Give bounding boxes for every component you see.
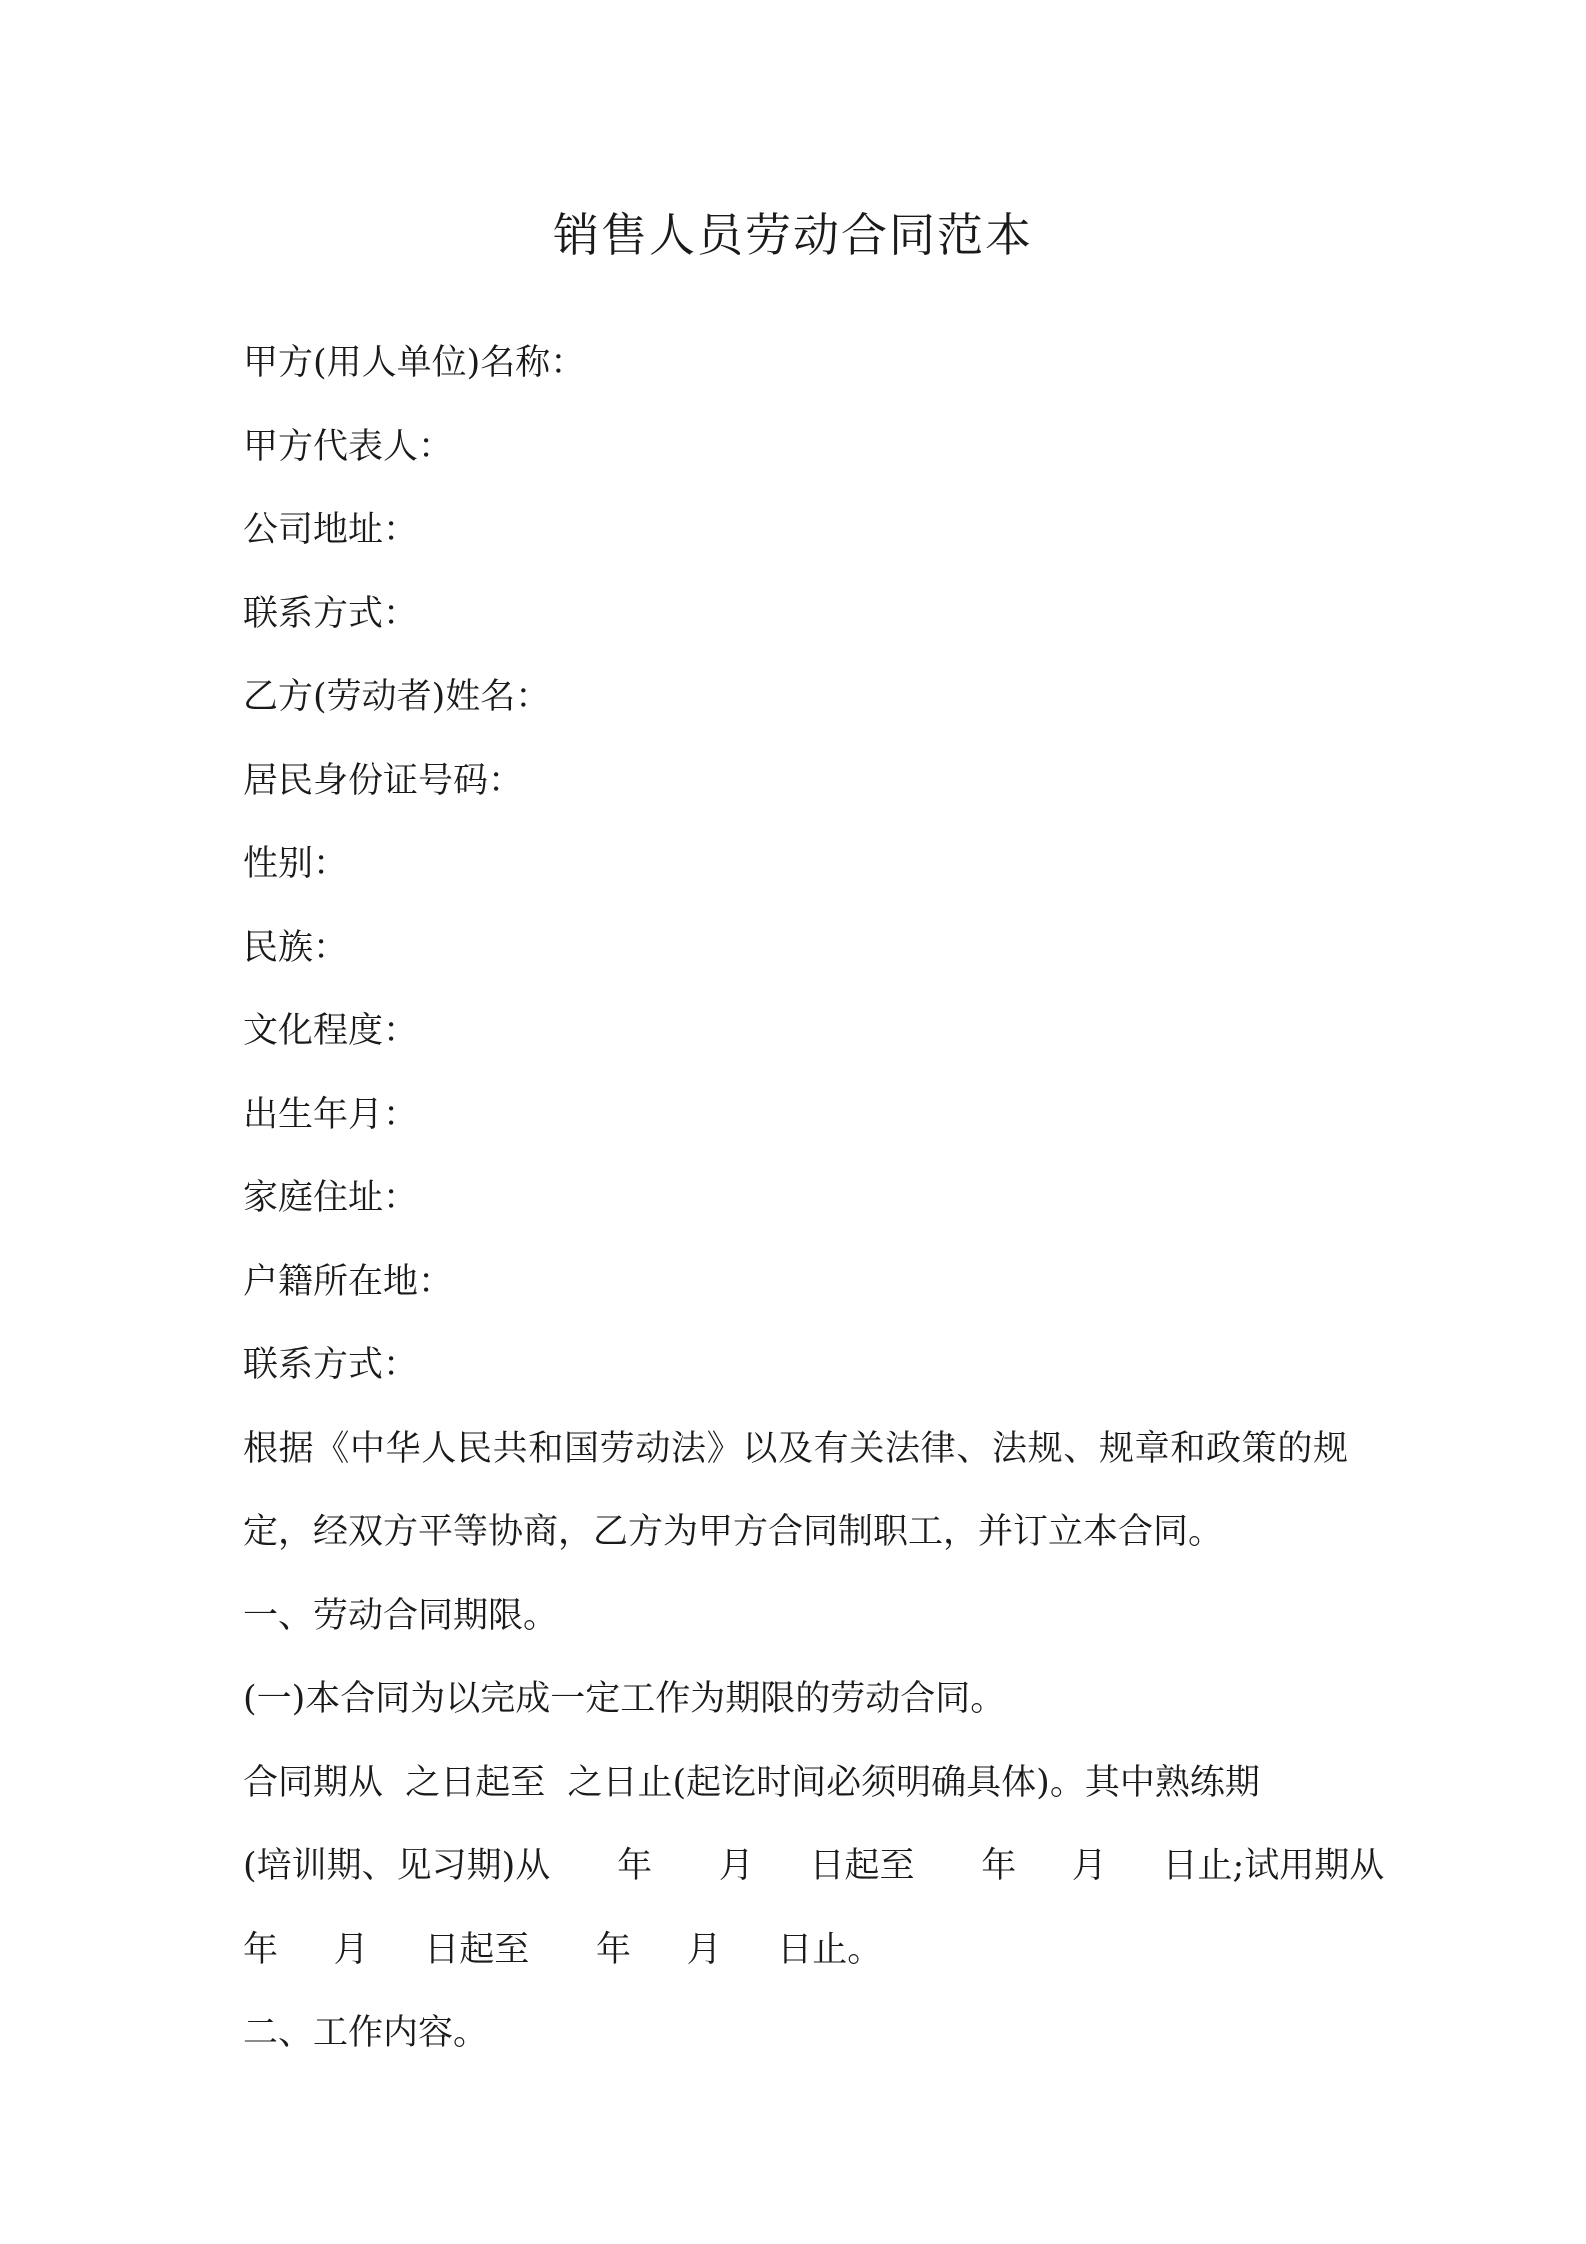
field-ethnicity: 民族：: [243, 927, 349, 968]
field-education: 文化程度：: [243, 1011, 419, 1051]
field-employee-name: 乙方(劳动者)姓名：: [243, 677, 551, 717]
document-body: [243, 322, 1385, 2076]
section-1-term-line-1: 合同期从 之日起至 之日止(起讫时间必须明确具体)。其中熟练期: [243, 1762, 1260, 1803]
field-birth-date: 出生年月：: [243, 1094, 419, 1135]
section-1-term-line-3: 年 月 日起至 年 月 日止。: [243, 1929, 883, 1970]
field-employer-contact: 联系方式：: [243, 593, 419, 634]
field-employer-name: 甲方(用人单位)名称：: [243, 343, 586, 383]
preamble-paragraph: 根据《中华人民共和国劳动法》以及有关法律、法规、规章和政策的规定，经双方平等协商，乙方为甲方合同制职工，并订立本合同。: [243, 1428, 1348, 1552]
field-household-registration: 户籍所在地：: [243, 1261, 454, 1302]
field-gender: 性别：: [243, 844, 349, 884]
field-home-address: 家庭住址：: [243, 1178, 419, 1218]
section-1-item-1: (一)本合同为以完成一定工作为期限的劳动合同。: [243, 1679, 1006, 1719]
field-employee-contact: 联系方式：: [243, 1345, 419, 1385]
field-id-number: 居民身份证号码：: [243, 760, 524, 801]
document-title: 销售人员劳动合同范本: [553, 208, 1033, 262]
section-2-heading: 二、工作内容。: [243, 2013, 489, 2053]
field-company-address: 公司地址：: [243, 510, 419, 550]
field-employer-representative: 甲方代表人：: [243, 426, 454, 467]
section-1-term-line-2: (培训期、见习期)从 年 月 日起至 年 月 日止;试用期从: [243, 1846, 1385, 1886]
section-1-heading: 一、劳动合同期限。: [243, 1595, 559, 1636]
